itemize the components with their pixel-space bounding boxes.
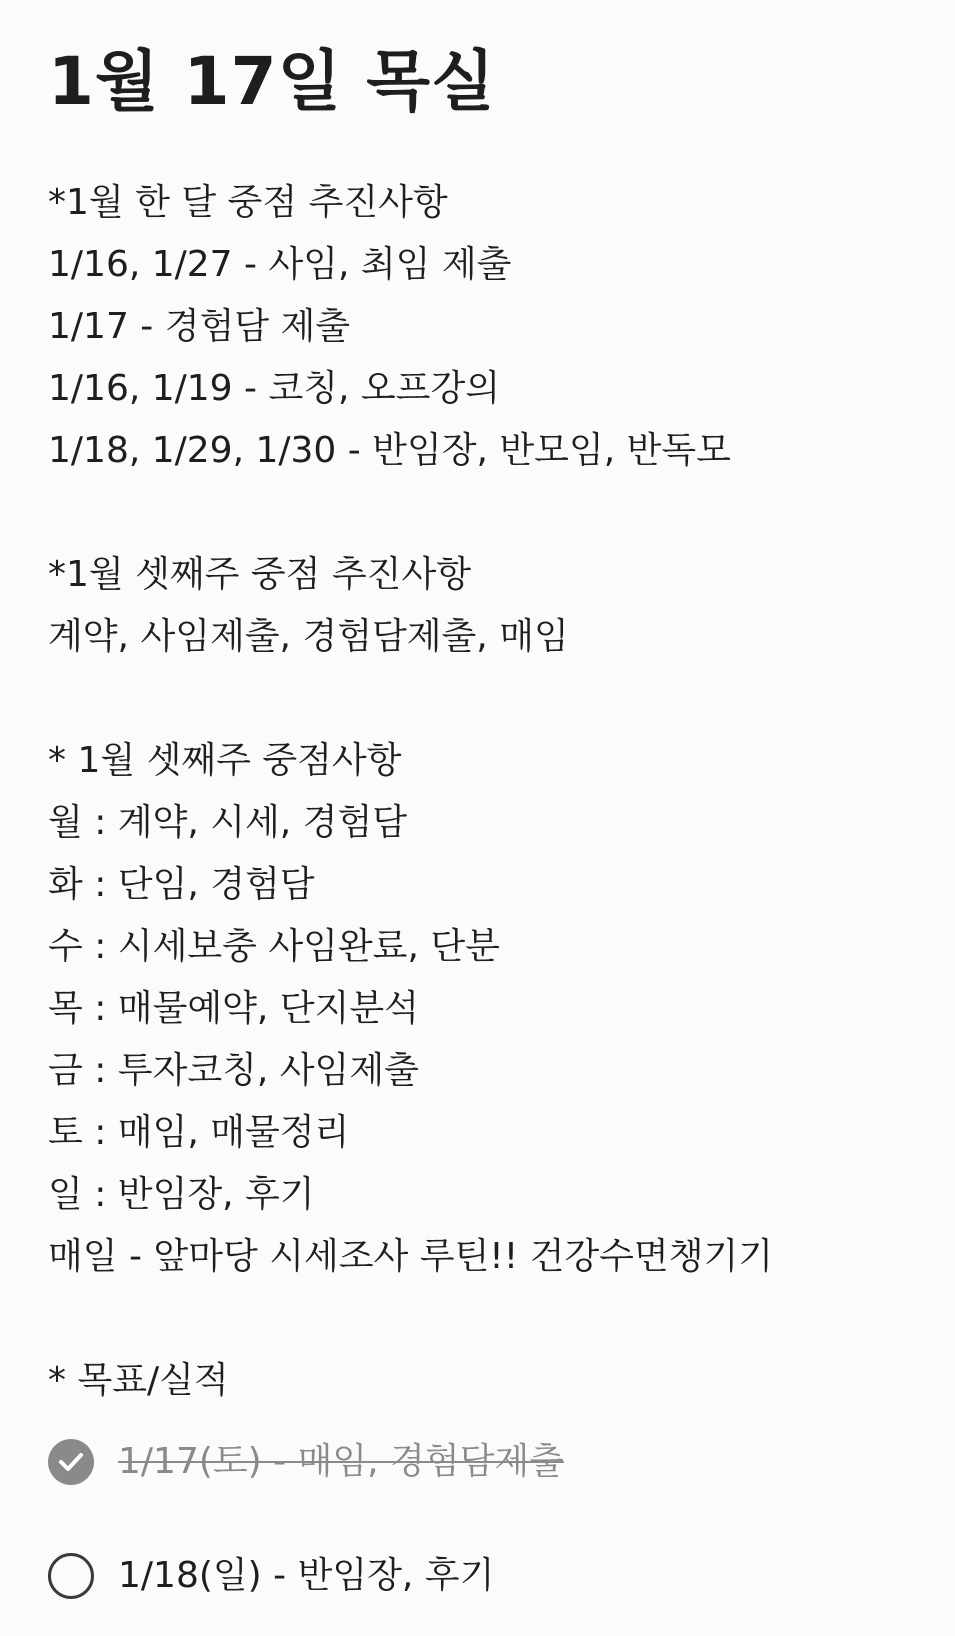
body-line: 금 : 투자코칭, 사임제출 [48, 1050, 419, 1091]
checklist-item-text: 1/18(일) - 반임장, 후기 [118, 1555, 495, 1596]
checklist-item-done[interactable] [48, 1432, 908, 1492]
body-line: 매일 - 앞마당 시세조사 루틴!! 건강수면챙기기 [48, 1236, 774, 1277]
body-line: *1월 셋째주 중점 추진사항 [48, 554, 471, 595]
blank-line [48, 668, 928, 730]
body-line: 계약, 사임제출, 경험담제출, 매임 [48, 616, 569, 657]
body-line: 1/17 - 경험담 제출 [48, 306, 351, 347]
body-line: 토 : 매임, 매물정리 [48, 1112, 350, 1153]
body-line: * 목표/실적 [48, 1360, 229, 1401]
body-line: * 1월 셋째주 중점사항 [48, 740, 402, 781]
note-title[interactable]: 1월 17일 목실 [48, 43, 496, 120]
note-body[interactable] [48, 172, 928, 1412]
body-line: 1/16, 1/27 - 사임, 최임 제출 [48, 244, 512, 285]
body-line: *1월 한 달 중점 추진사항 [48, 182, 448, 223]
circle-outline-icon[interactable] [48, 1553, 94, 1599]
body-line: 1/18, 1/29, 1/30 - 반임장, 반모임, 반독모 [48, 430, 731, 471]
blank-line [48, 482, 928, 544]
body-line: 목 : 매물예약, 단지분석 [48, 988, 419, 1029]
check-circle-filled-icon[interactable] [48, 1439, 94, 1485]
checklist-item-text: 1/17(토) - 매임, 경험담제출 [118, 1441, 564, 1482]
body-line: 화 : 단임, 경험담 [48, 864, 315, 905]
body-line: 월 : 계약, 시세, 경험담 [48, 802, 407, 843]
checklist-item-open[interactable] [48, 1546, 908, 1606]
blank-line [48, 1288, 928, 1350]
body-line: 일 : 반임장, 후기 [48, 1174, 315, 1215]
body-line: 수 : 시세보충 사임완료, 단분 [48, 926, 500, 967]
body-line: 1/16, 1/19 - 코칭, 오프강의 [48, 368, 500, 409]
